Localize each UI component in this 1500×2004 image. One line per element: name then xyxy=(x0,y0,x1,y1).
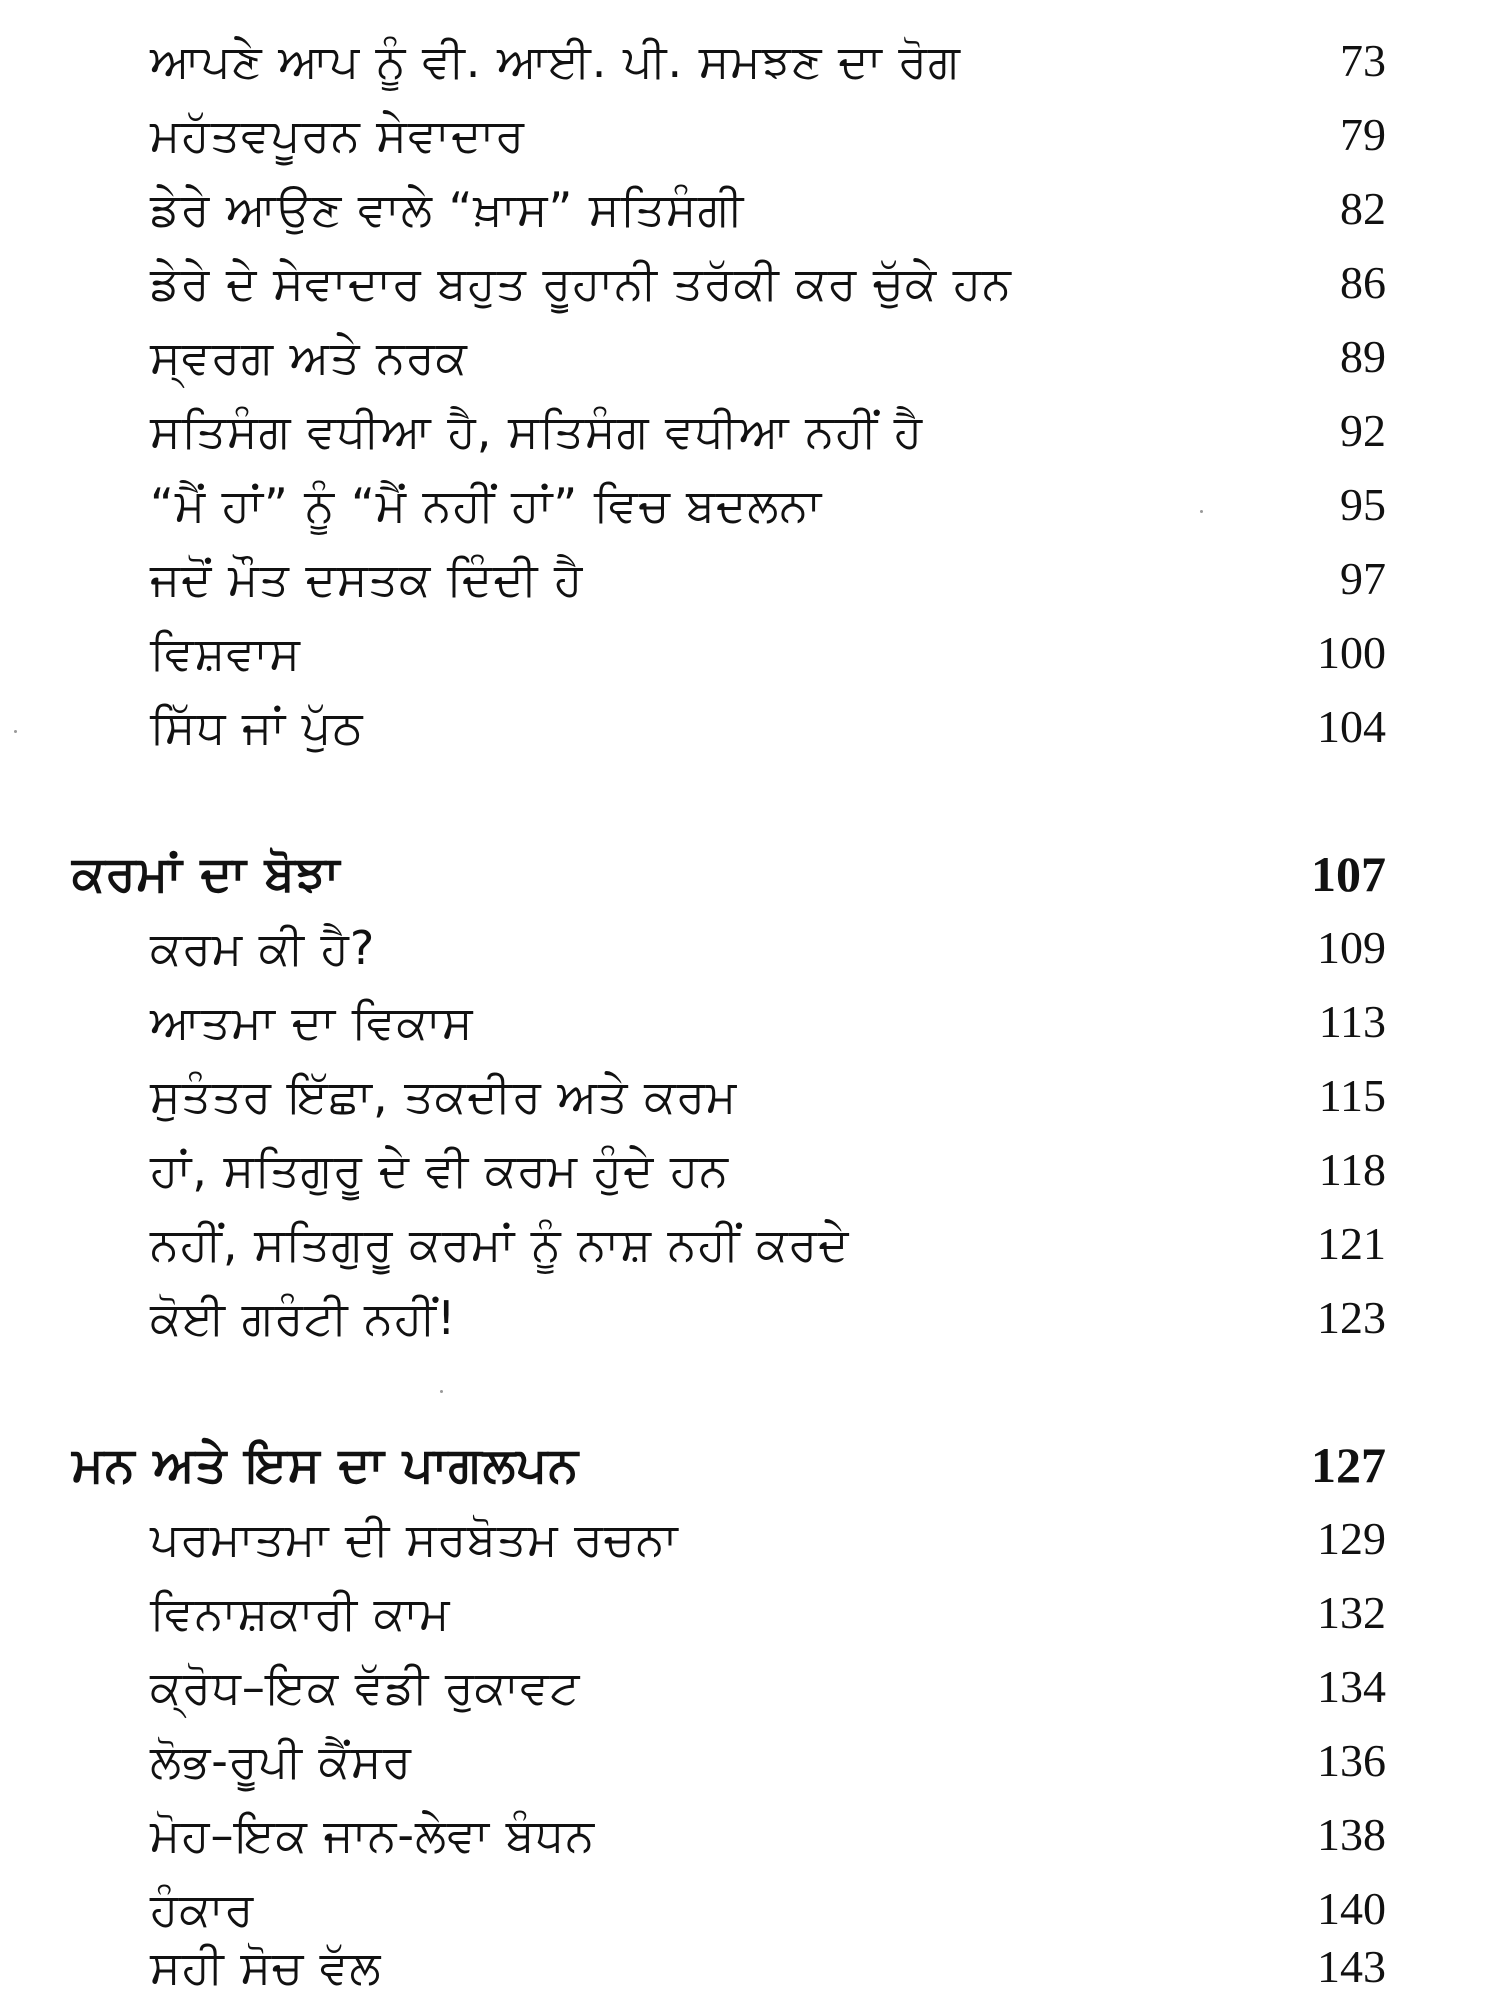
toc-entry[interactable] xyxy=(0,394,1500,468)
toc-entry[interactable] xyxy=(0,1576,1500,1650)
toc-entry[interactable] xyxy=(0,24,1500,98)
toc-section-page: 127 xyxy=(1311,1437,1386,1493)
toc-entry[interactable] xyxy=(0,1650,1500,1724)
toc-entry[interactable] xyxy=(0,616,1500,690)
toc-entry-page: 132 xyxy=(1317,1587,1386,1638)
toc-entry-page: 95 xyxy=(1340,479,1386,530)
toc-entry-title: ਹਾਂ, ਸਤਿਗੁਰੂ ਦੇ ਵੀ ਕਰਮ ਹੁੰਦੇ ਹਨ xyxy=(150,1143,729,1197)
scan-speck xyxy=(14,730,17,733)
toc-entry-title: ਜਦੋਂ ਮੌਤ ਦਸਤਕ ਦਿੰਦੀ ਹੈ xyxy=(150,552,584,606)
toc-entry-page: 136 xyxy=(1317,1735,1386,1786)
toc-entry-title: ਪਰਮਾਤਮਾ ਦੀ ਸਰਬੋਤਮ ਰਚਨਾ xyxy=(150,1512,679,1566)
scan-speck xyxy=(1200,510,1203,513)
toc-entry-title: ਕਰਮ ਕੀ ਹੈ? xyxy=(150,921,376,975)
scan-speck xyxy=(440,1390,443,1393)
toc-entry[interactable] xyxy=(0,542,1500,616)
toc-entry-page: 97 xyxy=(1340,553,1386,604)
toc-entry-title: ਡੇਰੇ ਆਉਣ ਵਾਲੇ “ਖ਼ਾਸ” ਸਤਿਸੰਗੀ xyxy=(150,182,745,236)
toc-entry[interactable] xyxy=(0,1281,1500,1355)
toc-entry-page: 92 xyxy=(1340,405,1386,456)
toc-entry[interactable] xyxy=(0,246,1500,320)
toc-entry[interactable] xyxy=(0,320,1500,394)
toc-entry[interactable] xyxy=(0,1059,1500,1133)
toc-entry[interactable] xyxy=(0,98,1500,172)
toc-entry[interactable] xyxy=(0,468,1500,542)
toc-entry-page: 79 xyxy=(1340,109,1386,160)
toc-entry-page: 121 xyxy=(1317,1218,1386,1269)
toc-entry[interactable] xyxy=(0,1798,1500,1872)
toc-entry-title: ਹੰਕਾਰ xyxy=(150,1882,255,1936)
toc-entry-title: ਸਤਿਸੰਗ ਵਧੀਆ ਹੈ, ਸਤਿਸੰਗ ਵਧੀਆ ਨਹੀਂ ਹੈ xyxy=(150,404,924,458)
toc-entry-page: 118 xyxy=(1318,1144,1386,1195)
toc-entry-page: 138 xyxy=(1317,1809,1386,1860)
toc-entry-title: ਵਿਨਾਸ਼ਕਾਰੀ ਕਾਮ xyxy=(150,1586,451,1640)
toc-entry-page: 89 xyxy=(1340,331,1386,382)
toc-entry-title: ਸਹੀ ਸੋਚ ਵੱਲ xyxy=(150,1940,382,1994)
toc-entry-page: 100 xyxy=(1317,627,1386,678)
toc-entry[interactable] xyxy=(0,1724,1500,1798)
toc-entry-title: ਸੁਤੰਤਰ ਇੱਛਾ, ਤਕਦੀਰ ਅਤੇ ਕਰਮ xyxy=(150,1069,738,1123)
toc-entry-title: ਮੋਹ–ਇਕ ਜਾਨ-ਲੇਵਾ ਬੰਧਨ xyxy=(150,1808,596,1862)
toc-entry-page: 129 xyxy=(1317,1513,1386,1564)
toc-entry[interactable] xyxy=(0,1930,1500,2004)
toc-entry-title: ਆਤਮਾ ਦਾ ਵਿਕਾਸ xyxy=(150,995,474,1049)
toc-entry-page: 113 xyxy=(1318,996,1386,1047)
toc-entry-title: ਲੋਭ-ਰੂਪੀ ਕੈਂਸਰ xyxy=(150,1734,413,1788)
toc-entry-page: 104 xyxy=(1317,701,1386,752)
toc-entry-title: ਵਿਸ਼ਵਾਸ xyxy=(150,626,301,680)
toc-entry-title: ਨਹੀਂ, ਸਤਿਗੁਰੂ ਕਰਮਾਂ ਨੂੰ ਨਾਸ਼ ਨਹੀਂ ਕਰਦੇ xyxy=(150,1217,850,1271)
toc-section-title: ਮਨ ਅਤੇ ਇਸ ਦਾ ਪਾਗਲਪਨ xyxy=(72,1437,580,1493)
toc-entry-page: 73 xyxy=(1340,35,1386,86)
toc-entry[interactable] xyxy=(0,1502,1500,1576)
toc-entry-title: ਆਪਣੇ ਆਪ ਨੂੰ ਵੀ. ਆਈ. ਪੀ. ਸਮਝਣ ਦਾ ਰੋਗ xyxy=(150,34,961,88)
toc-entry-page: 86 xyxy=(1340,257,1386,308)
toc-entry-title: ਡੇਰੇ ਦੇ ਸੇਵਾਦਾਰ ਬਹੁਤ ਰੂਹਾਨੀ ਤਰੱਕੀ ਕਰ ਚੁੱਕੇ ਹਨ xyxy=(150,256,1012,310)
toc-section-heading[interactable] xyxy=(0,837,1500,911)
toc-entry[interactable] xyxy=(0,1207,1500,1281)
toc-entry-title: ਕ੍ਰੋਧ–ਇਕ ਵੱਡੀ ਰੁਕਾਵਟ xyxy=(150,1660,581,1714)
toc-section-page: 107 xyxy=(1311,846,1386,902)
toc-entry-page: 134 xyxy=(1317,1661,1386,1712)
toc-entry-page: 140 xyxy=(1317,1883,1386,1934)
toc-entry[interactable] xyxy=(0,985,1500,1059)
toc-entry[interactable] xyxy=(0,911,1500,985)
toc-entry[interactable] xyxy=(0,1133,1500,1207)
toc-section-heading[interactable] xyxy=(0,1428,1500,1502)
toc-entry-title: ਕੋਈ ਗਰੰਟੀ ਨਹੀਂ! xyxy=(150,1291,457,1345)
toc-entry-page: 115 xyxy=(1318,1070,1386,1121)
toc-entry-title: ਮਹੱਤਵਪੂਰਨ ਸੇਵਾਦਾਰ xyxy=(150,108,526,162)
toc-entry-page: 123 xyxy=(1317,1292,1386,1343)
toc-entry-page: 109 xyxy=(1317,922,1386,973)
toc-entry-title: ਸਿੱਧ ਜਾਂ ਪੁੱਠ xyxy=(150,700,364,754)
toc-entry-title: “ਮੈਂ ਹਾਂ” ਨੂੰ “ਮੈਂ ਨਹੀਂ ਹਾਂ” ਵਿਚ ਬਦਲਨਾ xyxy=(150,478,823,532)
toc-entry-title: ਸ੍ਵਰਗ ਅਤੇ ਨਰਕ xyxy=(150,330,468,384)
toc-entry-page: 82 xyxy=(1340,183,1386,234)
toc-entry-page: 143 xyxy=(1317,1941,1386,1992)
toc-entry[interactable] xyxy=(0,690,1500,764)
toc-entry[interactable] xyxy=(0,172,1500,246)
toc-section-title: ਕਰਮਾਂ ਦਾ ਬੋਝਾ xyxy=(72,846,341,902)
